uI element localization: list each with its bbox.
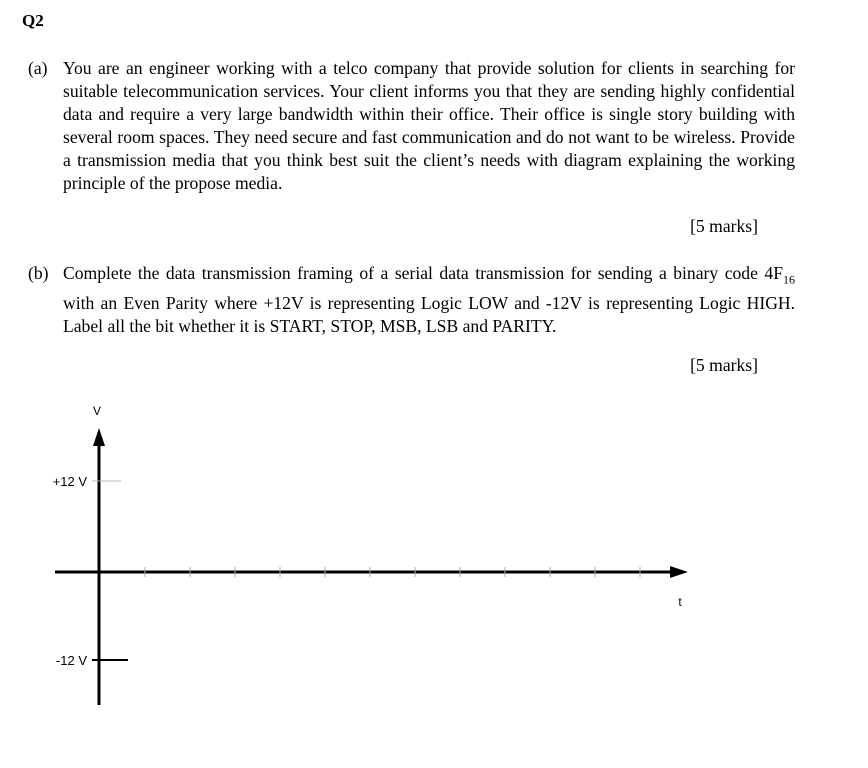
plus12-level-label: +12 V [52, 474, 87, 489]
part-b-label: (b) [28, 263, 49, 283]
x-axis-arrowhead [670, 566, 688, 578]
minus12-level-label: -12 V [55, 653, 87, 668]
part-a-marks: [5 marks] [690, 216, 758, 236]
part-a-label: (a) [28, 58, 48, 78]
x-axis-label: t [678, 595, 682, 609]
part-b-text-start: Complete the data transmission framing of a serial data transmission for sending a binary code 4F [63, 263, 783, 283]
part-b-text-end: with an Even Parity where +12V is representing Logic LOW and -12V is representing Logic HIGH. Label all the bit whether it is START, STOP, MSB, LSB and PARITY. [63, 292, 795, 336]
part-b-subscript: 16 [783, 272, 795, 287]
question-number: Q2 [22, 11, 44, 30]
part-b-marks: [5 marks] [690, 355, 758, 375]
part-a-text: You are an engineer working with a telco company that provide solution for clients in searching for suitable telecommunication services. Your client informs you that they are sending highly confidential data and require a very large bandwidth within their office. Their office is single story building with several room spaces. They need secure and fast communication and do not want to be wireless. Provide a transmission media that you think best suit the client’s needs with diagram explaining the working principle of the propose media. [63, 58, 795, 193]
y-axis-label: V [92, 404, 102, 418]
y-axis-arrowhead [93, 428, 105, 446]
